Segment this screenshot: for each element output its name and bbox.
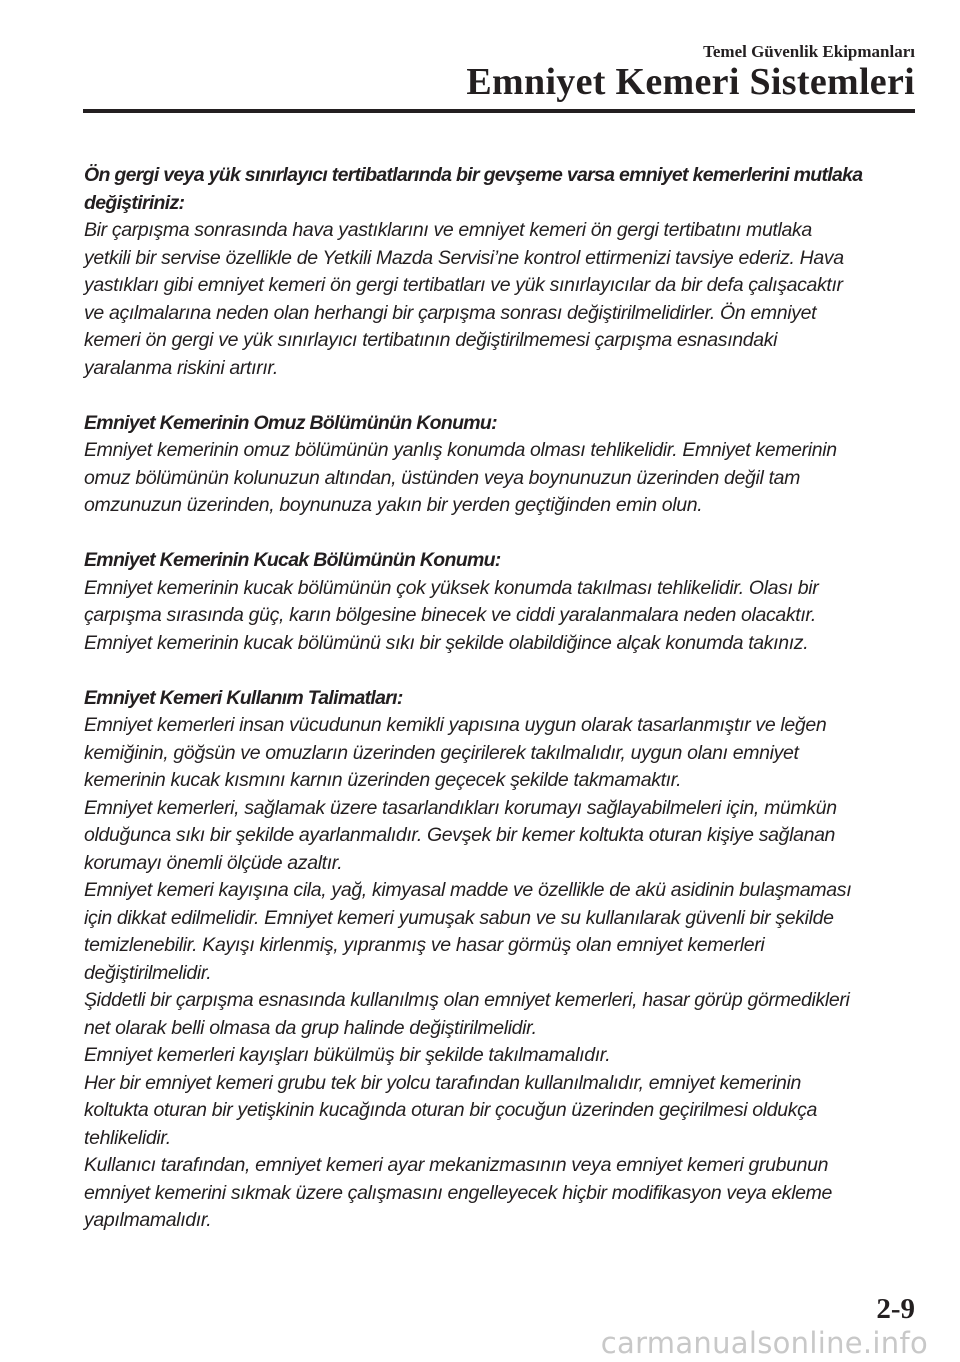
section-heading (84, 685, 914, 713)
section-paragraph (84, 217, 914, 382)
heading-line: Emniyet Kemerinin Kucak Bölümünün Konumu: (84, 549, 501, 571)
warning-section (84, 410, 914, 520)
watermark: carmanualsonline.info (600, 1326, 928, 1360)
paragraph-line: Bir çarpışma sonrasında hava yastıklarını ve emniyet kemeri ön gergi tertibatını mutlaka (84, 219, 812, 241)
paragraph-line: omzunuzun üzerinden, boynunuza yakın bir yerden geçtiğinden emin olun. (84, 494, 703, 516)
paragraph-line: Emniyet kemeri kayışına cila, yağ, kimyasal madde ve özellikle de akü asidinin bulaşmaması (84, 879, 852, 901)
paragraph-line: Emniyet kemerleri insan vücudunun kemikli yapısına uygun olarak tasarlanmıştır ve leğen (84, 714, 827, 736)
paragraph-line: değiştirilmelidir. (84, 961, 212, 984)
document-body (84, 162, 914, 1262)
paragraph-line: Emniyet kemerleri kayışları bükülmüş bir şekilde takılmamalıdır. (84, 1044, 611, 1066)
paragraph-line: kemiğinin, göğsün ve omuzların üzerinden geçirilerek takılmalıdır, uygun olanı emniyet (84, 741, 799, 764)
paragraph-line: için dikkat edilmelidir. Emniyet kemeri yumuşak sabun ve su kullanılarak güvenli bir şekilde (84, 906, 834, 929)
paragraph-line: ve açılmalarına neden olan herhangi bir çarpışma sonrası değiştirilmelidirler. Ön emniyet (84, 301, 817, 324)
warning-section (84, 547, 914, 657)
paragraph-line: yastıkları gibi emniyet kemeri ön gergi tertibatları ve yük sınırlayıcılar da bir defa çalışacaktır (84, 274, 843, 296)
paragraph-line: Şiddetli bir çarpışma esnasında kullanılmış olan emniyet kemerleri, hasar görüp görmedikleri (84, 989, 850, 1011)
paragraph-line: yetkili bir servise özellikle de Yetkili Mazda Servisi’ne kontrol ettirmenizi tavsiye ederiz. Hava (84, 246, 844, 269)
section-paragraph (84, 437, 914, 520)
heading-line: Ön gergi veya yük sınırlayıcı tertibatlarında bir gevşeme varsa emniyet kemerlerini mutlaka (84, 164, 863, 186)
page-title: Emniyet Kemeri Sistemleri (466, 61, 915, 103)
paragraph-line: kemerinin kucak kısmını karnın üzerinden geçecek şekilde takmamaktır. (84, 769, 682, 791)
paragraph-line: emniyet kemerini sıkmak üzere çalışmasını engelleyecek hiçbir modifikasyon veya ekleme (84, 1181, 833, 1204)
paragraph-line: Emniyet kemerinin omuz bölümünün yanlış konumda olması tehlikelidir. Emniyet kemerinin (84, 439, 837, 461)
page-number: 2-9 (876, 1293, 915, 1325)
paragraph-line: Emniyet kemerinin kucak bölümünün çok yüksek konumda takılması tehlikelidir. Olası bir (84, 576, 819, 599)
paragraph-line: olduğunca sıkı bir şekilde ayarlanmalıdır. Gevşek bir kemer koltukta oturan kişiye sağlanan (84, 824, 836, 846)
warning-section (84, 685, 914, 1235)
paragraph-line: Kullanıcı tarafından, emniyet kemeri ayar mekanizmasının veya emniyet kemeri grubunun (84, 1154, 829, 1176)
section-heading (84, 547, 914, 575)
paragraph-line: çarpışma sırasında güç, karın bölgesine binecek ve ciddi yaralanmalara neden olacaktır. (84, 604, 816, 626)
heading-line: değiştiriniz: (84, 191, 185, 214)
heading-line: Emniyet Kemeri Kullanım Talimatları: (84, 686, 403, 709)
section-label: Temel Güvenlik Ekipmanları (703, 42, 915, 61)
section-heading (84, 410, 914, 438)
paragraph-line: Emniyet kemerleri, sağlamak üzere tasarlandıkları korumayı sağlayabilmeleri için, mümkün (84, 796, 837, 819)
heading-line: Emniyet Kemerinin Omuz Bölümünün Konumu: (84, 411, 497, 434)
paragraph-line: omuz bölümünün kolunuzun altından, üstünden veya boynunuzun üzerinden değil tam (84, 466, 801, 489)
paragraph-line: net olarak belli olmasa da grup halinde değiştirilmelidir. (84, 1016, 537, 1039)
paragraph-line: korumayı önemli ölçüde azaltır. (84, 851, 343, 874)
paragraph-line: yapılmamalıdır. (84, 1209, 212, 1231)
paragraph-line: yaralanma riskini artırır. (84, 356, 278, 379)
paragraph-line: tehlikelidir. (84, 1126, 171, 1149)
header-rule (83, 109, 915, 113)
section-paragraph (84, 575, 914, 658)
section-heading (84, 162, 914, 217)
warning-section (84, 162, 914, 382)
paragraph-line: koltukta oturan bir yetişkinin kucağında oturan bir çocuğun üzerinden geçirilmesi oldukça (84, 1099, 818, 1121)
paragraph-line: Her bir emniyet kemeri grubu tek bir yolcu tarafından kullanılmalıdır, emniyet kemerinin (84, 1071, 802, 1094)
paragraph-line: temizlenebilir. Kayışı kirlenmiş, yıpranmış ve hasar görmüş olan emniyet kemerleri (84, 934, 765, 956)
section-paragraph (84, 712, 914, 1235)
paragraph-line: kemeri ön gergi ve yük sınırlayıcı tertibatının değiştirilmemesi çarpışma esnasındaki (84, 329, 778, 351)
paragraph-line: Emniyet kemerinin kucak bölümünü sıkı bir şekilde olabildiğince alçak konumda takınız. (84, 631, 809, 654)
